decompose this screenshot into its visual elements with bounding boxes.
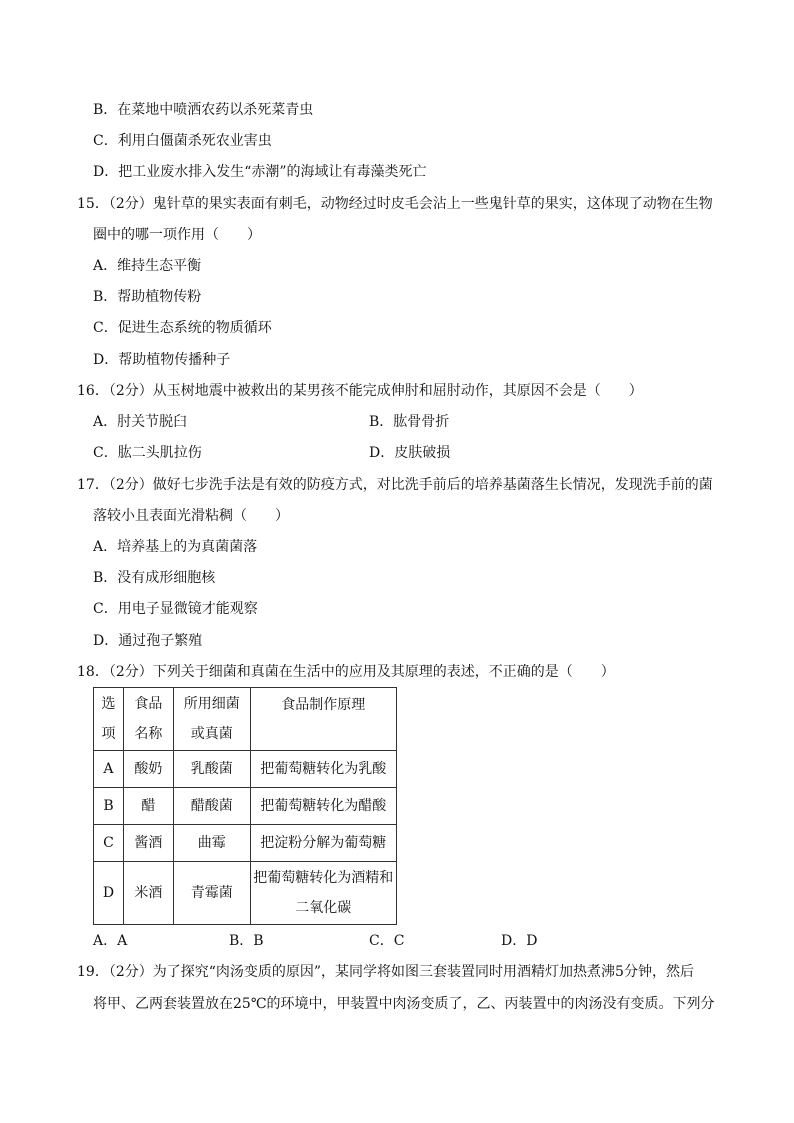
header-option: 选项 — [94, 688, 124, 751]
cell-food: 酱酒 — [123, 825, 173, 862]
cell-option: D — [94, 862, 124, 925]
cell-option: B — [94, 788, 124, 825]
table-row — [94, 862, 397, 925]
cell-food: 米酒 — [123, 862, 173, 925]
q18-option-c: C．C — [369, 933, 405, 949]
q19-stem-line2: 将甲、乙两套装置放在25℃的环境中，甲装置中肉汤变质了，乙、丙装置中的肉汤没有变质。下列分 — [93, 996, 715, 1012]
cell-food: 酸奶 — [123, 751, 173, 788]
q17-stem-line2: 落较小且表面光滑粘稠（ ） — [93, 508, 289, 524]
q14-option-b: B．在菜地中喷洒农药以杀死菜青虫 — [93, 102, 314, 118]
cell-principle: 把葡萄糖转化为醋酸 — [250, 788, 396, 825]
food-table — [93, 687, 397, 925]
q15-stem-line2: 圈中的哪一项作用（ ） — [93, 227, 261, 243]
cell-option: C — [94, 825, 124, 862]
q18-option-b: B．B — [229, 933, 264, 949]
q14-option-c: C．利用白僵菌杀死农业害虫 — [93, 133, 272, 149]
q17-option-d: D．通过孢子繁殖 — [93, 633, 203, 649]
cell-principle: 把葡萄糖转化为酒精和二氧化碳 — [250, 862, 396, 925]
q17-option-b: B．没有成形细胞核 — [93, 570, 216, 586]
cell-principle: 把葡萄糖转化为乳酸 — [250, 751, 396, 788]
q18-option-a: A．A — [93, 933, 128, 949]
q19-stem-line1: 19．（2分）为了探究“肉汤变质的原因”，某同学将如图三套装置同时用酒精灯加热煮沸5分钟，然后 — [77, 964, 694, 980]
q15-option-c: C．促进生态系统的物质循环 — [93, 320, 272, 336]
table-row — [94, 788, 397, 825]
table-row — [94, 825, 397, 862]
cell-principle: 把淀粉分解为葡萄糖 — [250, 825, 396, 862]
header-microbe: 所用细菌或真菌 — [173, 688, 250, 751]
q17-stem-line1: 17．（2分）做好七步洗手法是有效的防疫方式，对比洗手前后的培养基菌落生长情况，发现洗手前的菌 — [77, 477, 713, 493]
q16-option-d: D．皮肤破损 — [369, 445, 451, 461]
cell-microbe: 乳酸菌 — [173, 751, 250, 788]
q14-option-d: D．把工业废水排入发生“赤潮”的海域让有毒藻类死亡 — [93, 164, 427, 180]
q18-stem: 18．（2分）下列关于细菌和真菌在生活中的应用及其原理的表述，不正确的是（ ） — [77, 664, 615, 680]
q16-option-c: C．肱二头肌拉伤 — [93, 445, 202, 461]
cell-option: A — [94, 751, 124, 788]
cell-microbe: 醋酸菌 — [173, 788, 250, 825]
q16-option-b: B．肱骨骨折 — [369, 414, 450, 430]
cell-microbe: 青霉菌 — [173, 862, 250, 925]
header-food-name: 食品名称 — [123, 688, 173, 751]
table-row — [94, 751, 397, 788]
q15-option-a: A．维持生态平衡 — [93, 258, 202, 274]
cell-microbe: 曲霉 — [173, 825, 250, 862]
cell-food: 醋 — [123, 788, 173, 825]
header-principle: 食品制作原理 — [250, 688, 396, 751]
q16-stem: 16．（2分）从玉树地震中被救出的某男孩不能完成伸肘和屈肘动作，其原因不会是（ ） — [77, 383, 643, 399]
table-header-row — [94, 688, 397, 751]
q18-option-d: D．D — [501, 933, 538, 949]
q15-option-d: D．帮助植物传播种子 — [93, 352, 231, 368]
q17-option-c: C．用电子显微镜才能观察 — [93, 601, 258, 617]
q15-option-b: B．帮助植物传粉 — [93, 289, 202, 305]
q16-option-a: A．肘关节脱臼 — [93, 414, 188, 430]
q15-stem-line1: 15．（2分）鬼针草的果实表面有刺毛，动物经过时皮毛会沾上一些鬼针草的果实，这体现了动物在生物 — [77, 196, 713, 212]
q17-option-a: A．培养基上的为真菌菌落 — [93, 539, 258, 555]
